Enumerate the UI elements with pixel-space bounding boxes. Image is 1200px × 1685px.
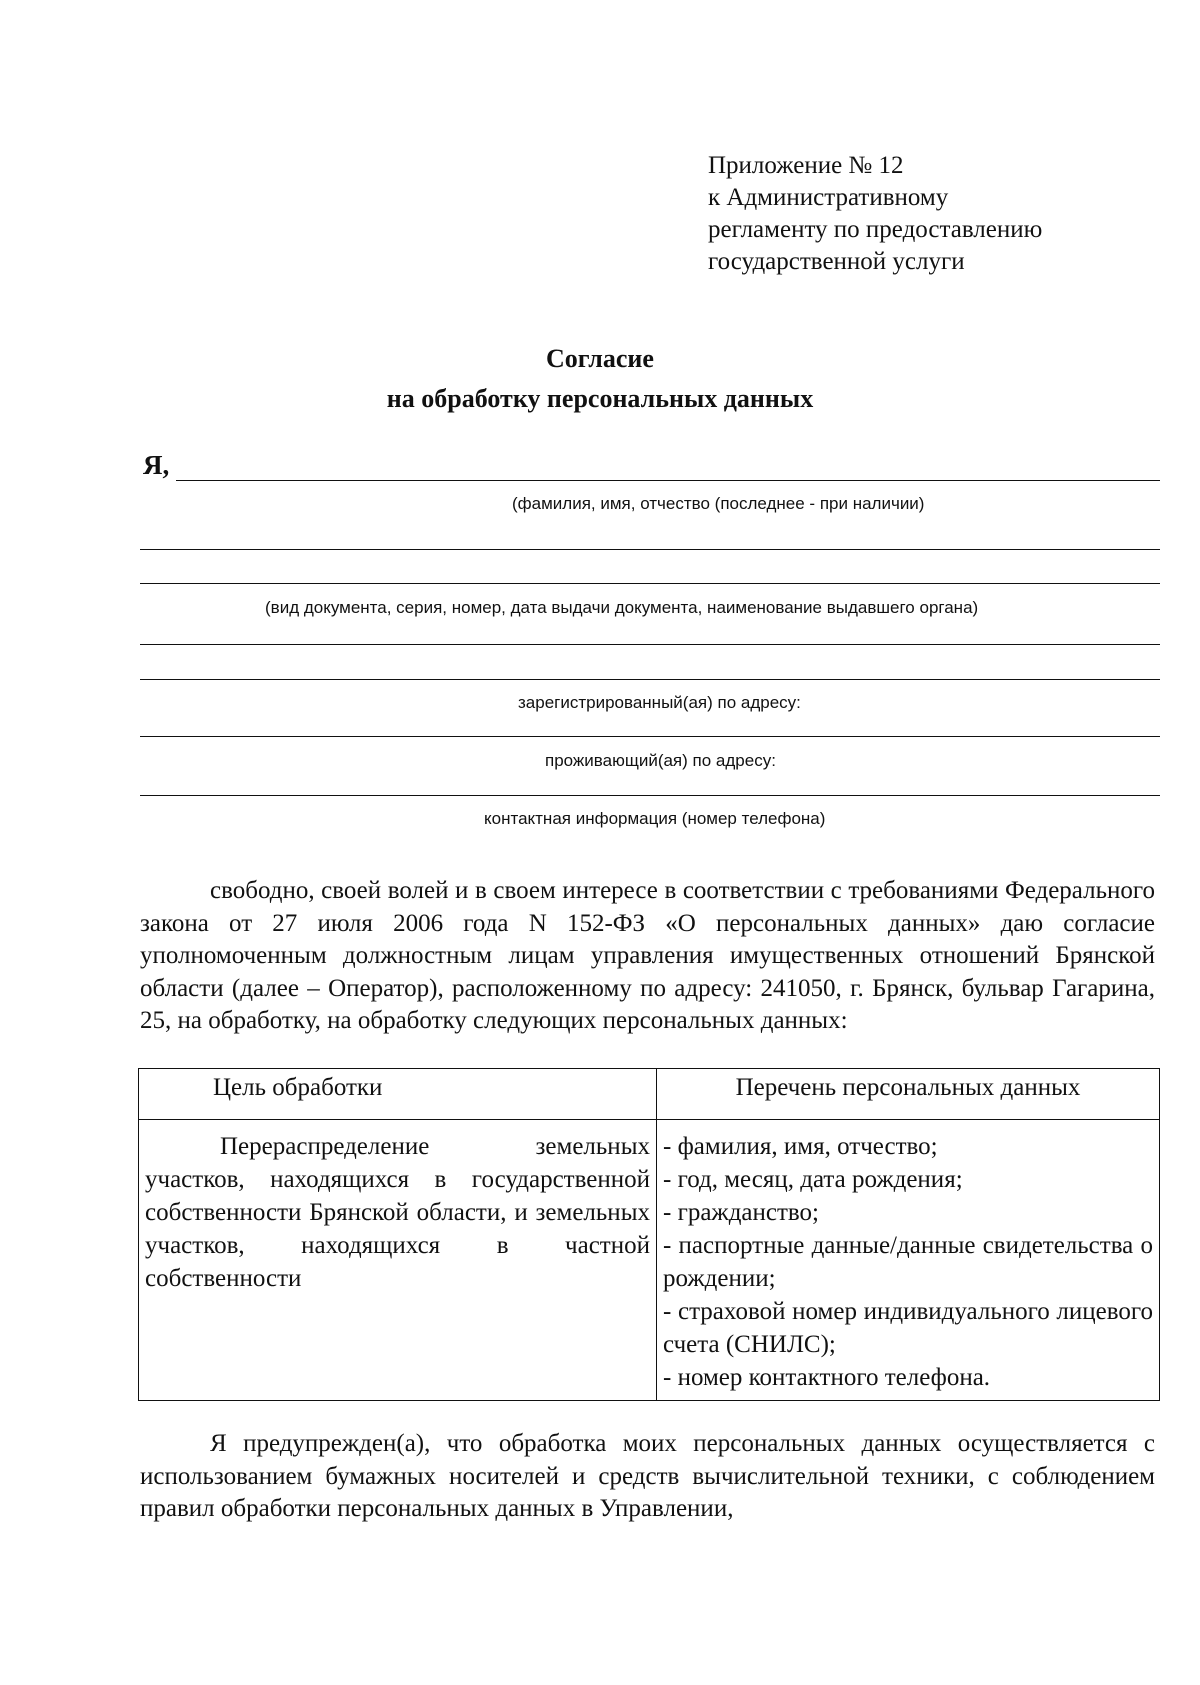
personal-data-table bbox=[138, 1068, 1160, 1401]
document-caption: (вид документа, серия, номер, дата выдачи документа, наименование выдавшего органа) bbox=[265, 598, 979, 617]
ya-label: Я, bbox=[143, 450, 170, 480]
document-line-3[interactable] bbox=[140, 644, 1160, 645]
contact-caption: контактная информация (номер телефона) bbox=[484, 809, 826, 828]
registered-address-caption: зарегистрированный(ая) по адресу: bbox=[518, 693, 801, 712]
list-item: - год, месяц, дата рождения; bbox=[663, 1166, 963, 1193]
header-data-list: Перечень персональных данных bbox=[657, 1069, 1160, 1120]
list-item: - паспортные данные/данные свидетельства о рождении; bbox=[663, 1232, 1153, 1292]
table-header-row bbox=[139, 1069, 1160, 1120]
document-subtitle: на обработку персональных данных bbox=[386, 384, 814, 413]
fio-line[interactable] bbox=[176, 480, 1160, 481]
data-list-cell bbox=[657, 1120, 1160, 1401]
appendix-line-3: регламенту по предоставлению bbox=[708, 216, 1043, 243]
fio-caption: (фамилия, имя, отчество (последнее - при наличии) bbox=[512, 494, 925, 513]
document-line-1[interactable] bbox=[140, 549, 1160, 550]
table-row bbox=[139, 1120, 1160, 1401]
list-item: - номер контактного телефона. bbox=[663, 1364, 991, 1391]
contact-line[interactable] bbox=[140, 795, 1160, 796]
appendix-line-2: к Административному bbox=[708, 184, 949, 211]
document-line-2[interactable] bbox=[140, 583, 1160, 584]
appendix-line-4: государственной услуги bbox=[708, 248, 965, 275]
appendix-number: Приложение № 12 bbox=[708, 152, 904, 179]
purpose-cell bbox=[139, 1120, 657, 1401]
header-purpose: Цель обработки bbox=[139, 1069, 657, 1120]
registered-address-line[interactable] bbox=[140, 679, 1160, 680]
purpose-text: Перераспределение земельных участков, находящихся в государственной собственности Брянской области, и земельных участков, находящихся в частной собственности bbox=[145, 1133, 650, 1292]
living-address-line[interactable] bbox=[140, 736, 1160, 737]
warning-paragraph: Я предупрежден(а), что обработка моих персональных данных осуществляется с использованием бумажных носителей и средств вычислительной техники, с соблюдением правил обработки персональных данных в Управлении, bbox=[140, 1430, 1155, 1522]
list-item: - фамилия, имя, отчество; bbox=[663, 1133, 938, 1160]
appendix-header bbox=[708, 150, 1042, 278]
consent-paragraph: свободно, своей волей и в своем интересе в соответствии с требованиями Федерального закона от 27 июля 2006 года N 152-ФЗ «О персональных данных» даю согласие уполномоченным должностным лицам управления имущественных отношений Брянской области (далее – Оператор), расположенному по адресу: 241050, г. Брянск, бульвар Гагарина, 25, на обработку, на обработку следующих персональных данных: bbox=[140, 877, 1155, 1034]
list-item: - страховой номер индивидуального лицевого счета (СНИЛС); bbox=[663, 1298, 1153, 1358]
document-title: Согласие bbox=[546, 344, 654, 373]
living-address-caption: проживающий(ая) по адресу: bbox=[545, 751, 776, 770]
list-item: - гражданство; bbox=[663, 1199, 819, 1226]
